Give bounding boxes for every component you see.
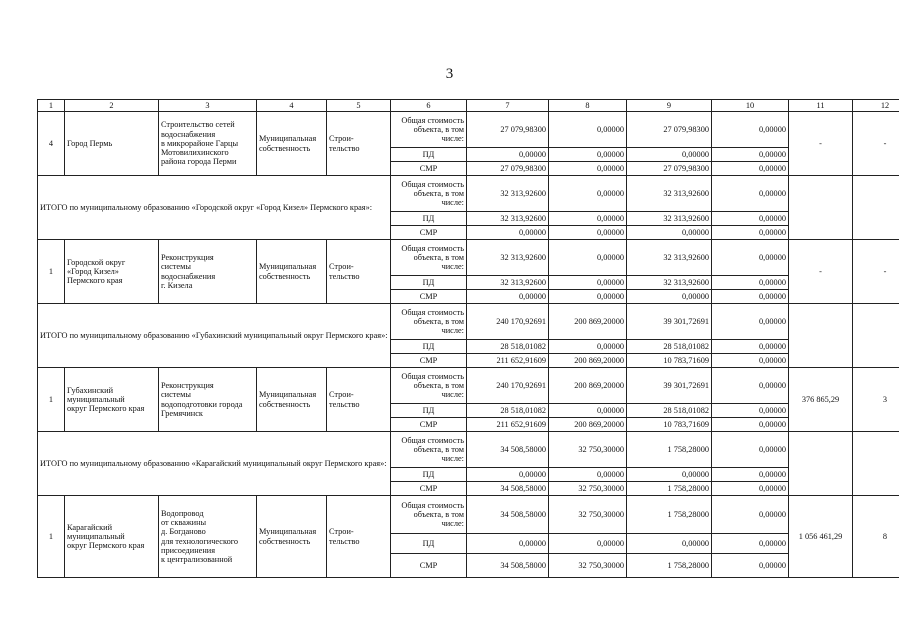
total-value: 32 313,92600: [627, 240, 712, 276]
smr-value: 0,00000: [712, 554, 789, 578]
smr-value: 27 079,98300: [627, 162, 712, 176]
total-value: 32 313,92600: [467, 176, 549, 212]
total-value: 0,00000: [712, 432, 789, 468]
smr-value: 0,00000: [712, 290, 789, 304]
pd-value: 32 313,92600: [627, 212, 712, 226]
itogo-row: [38, 176, 899, 212]
pd-value: 0,00000: [627, 534, 712, 554]
total-value: 0,00000: [712, 304, 789, 340]
itogo-title: ИТОГО по муниципальному образованию «Карагайский муниципальный округ Пермского края»:: [38, 432, 391, 496]
pd-value: 0,00000: [712, 340, 789, 354]
total-value: 0,00000: [712, 240, 789, 276]
smr-value: 0,00000: [712, 226, 789, 240]
smr-value: 0,00000: [712, 418, 789, 432]
work-type-cell: Строи- тельство: [327, 368, 391, 432]
pd-value: 0,00000: [712, 468, 789, 482]
column-12-value: -: [853, 112, 899, 176]
pd-label: ПД: [391, 276, 467, 290]
smr-label: СМР: [391, 162, 467, 176]
column-12-value: -: [853, 240, 899, 304]
row-number: 1: [38, 240, 65, 304]
total-value: 39 301,72691: [627, 304, 712, 340]
column-number: 2: [65, 100, 159, 112]
smr-value: 10 783,71609: [627, 418, 712, 432]
total-value: 27 079,98300: [467, 112, 549, 148]
pd-label: ПД: [391, 468, 467, 482]
pd-value: 0,00000: [467, 468, 549, 482]
territory-cell: Город Пермь: [65, 112, 159, 176]
column-11-empty: [789, 176, 853, 240]
total-cost-label: Общая стоимость объекта, в том числе:: [391, 304, 467, 340]
total-value: 0,00000: [712, 112, 789, 148]
total-cost-label: Общая стоимость объекта, в том числе:: [391, 496, 467, 534]
pd-label: ПД: [391, 212, 467, 226]
total-value: 32 313,92600: [467, 240, 549, 276]
territory-cell: Губахинский муниципальный округ Пермского края: [65, 368, 159, 432]
pd-label: ПД: [391, 340, 467, 354]
object-row: [38, 112, 899, 148]
pd-value: 0,00000: [549, 212, 627, 226]
smr-value: 1 758,28000: [627, 554, 712, 578]
smr-label: СМР: [391, 418, 467, 432]
total-value: 240 170,92691: [467, 304, 549, 340]
total-value: 0,00000: [712, 176, 789, 212]
pd-value: 0,00000: [549, 468, 627, 482]
column-11-value: -: [789, 240, 853, 304]
pd-value: 28 518,01082: [467, 404, 549, 418]
total-value: 0,00000: [712, 496, 789, 534]
ownership-cell: Муниципальная собственность: [257, 240, 327, 304]
pd-value: 0,00000: [549, 276, 627, 290]
smr-value: 0,00000: [467, 226, 549, 240]
pd-value: 28 518,01082: [627, 404, 712, 418]
object-row: [38, 496, 899, 534]
column-number: 5: [327, 100, 391, 112]
object-row: [38, 240, 899, 276]
pd-value: 32 313,92600: [467, 212, 549, 226]
smr-value: 0,00000: [467, 290, 549, 304]
total-value: 27 079,98300: [627, 112, 712, 148]
column-number: 9: [627, 100, 712, 112]
pd-label: ПД: [391, 148, 467, 162]
pd-value: 0,00000: [549, 148, 627, 162]
pd-value: 28 518,01082: [467, 340, 549, 354]
smr-value: 0,00000: [549, 290, 627, 304]
total-cost-label: Общая стоимость объекта, в том числе:: [391, 432, 467, 468]
smr-label: СМР: [391, 482, 467, 496]
column-12-empty: [853, 304, 899, 368]
total-value: 1 758,28000: [627, 432, 712, 468]
total-cost-label: Общая стоимость объекта, в том числе:: [391, 176, 467, 212]
row-number: 1: [38, 496, 65, 578]
pd-value: 0,00000: [712, 212, 789, 226]
total-cost-label: Общая стоимость объекта, в том числе:: [391, 240, 467, 276]
total-cost-label: Общая стоимость объекта, в том числе:: [391, 368, 467, 404]
column-11-empty: [789, 432, 853, 496]
pd-value: 32 313,92600: [627, 276, 712, 290]
smr-label: СМР: [391, 290, 467, 304]
column-number: 4: [257, 100, 327, 112]
total-cost-label: Общая стоимость объекта, в том числе:: [391, 112, 467, 148]
column-number: 10: [712, 100, 789, 112]
ownership-cell: Муниципальная собственность: [257, 496, 327, 578]
column-number: 6: [391, 100, 467, 112]
column-11-empty: [789, 304, 853, 368]
pd-value: 0,00000: [467, 148, 549, 162]
smr-value: 32 750,30000: [549, 482, 627, 496]
smr-value: 200 869,20000: [549, 418, 627, 432]
object-row: [38, 368, 899, 404]
object-name-cell: Реконструкция системы водоснабжения г. Кизела: [159, 240, 257, 304]
total-value: 0,00000: [549, 240, 627, 276]
total-value: 0,00000: [712, 368, 789, 404]
smr-value: 10 783,71609: [627, 354, 712, 368]
smr-value: 211 652,91609: [467, 418, 549, 432]
total-value: 34 508,58000: [467, 432, 549, 468]
column-number: 12: [853, 100, 899, 112]
itogo-row: [38, 432, 899, 468]
total-value: 34 508,58000: [467, 496, 549, 534]
smr-value: 0,00000: [712, 482, 789, 496]
pd-value: 0,00000: [712, 534, 789, 554]
ownership-cell: Муниципальная собственность: [257, 368, 327, 432]
work-type-cell: Строи- тельство: [327, 112, 391, 176]
smr-value: 200 869,20000: [549, 354, 627, 368]
financing-table: [37, 99, 899, 578]
pd-value: 28 518,01082: [627, 340, 712, 354]
total-value: 39 301,72691: [627, 368, 712, 404]
total-value: 200 869,20000: [549, 304, 627, 340]
column-number-row: [38, 100, 899, 112]
column-11-value: 376 865,29: [789, 368, 853, 432]
total-value: 200 869,20000: [549, 368, 627, 404]
pd-value: 0,00000: [549, 534, 627, 554]
smr-value: 0,00000: [627, 226, 712, 240]
itogo-title: ИТОГО по муниципальному образованию «Губахинский муниципальный округ Пермского края»:: [38, 304, 391, 368]
pd-value: 0,00000: [467, 534, 549, 554]
pd-value: 32 313,92600: [467, 276, 549, 290]
column-12-value: 3: [853, 368, 899, 432]
column-number: 11: [789, 100, 853, 112]
total-value: 32 750,30000: [549, 496, 627, 534]
smr-value: 34 508,58000: [467, 482, 549, 496]
object-name-cell: Водопровод от скважины д. Богданово для технологического присоединения к централизованной: [159, 496, 257, 578]
smr-label: СМР: [391, 354, 467, 368]
smr-value: 0,00000: [549, 162, 627, 176]
smr-value: 211 652,91609: [467, 354, 549, 368]
column-12-empty: [853, 176, 899, 240]
smr-label: СМР: [391, 554, 467, 578]
total-value: 0,00000: [549, 176, 627, 212]
column-11-value: 1 056 461,29: [789, 496, 853, 578]
pd-value: 0,00000: [627, 468, 712, 482]
pd-value: 0,00000: [549, 340, 627, 354]
total-value: 240 170,92691: [467, 368, 549, 404]
pd-value: 0,00000: [712, 404, 789, 418]
row-number: 4: [38, 112, 65, 176]
object-name-cell: Строительство сетей водоснабжения в микрорайоне Гарцы Мотовилихинского района города Перми: [159, 112, 257, 176]
smr-value: 0,00000: [712, 354, 789, 368]
pd-label: ПД: [391, 534, 467, 554]
column-number: 8: [549, 100, 627, 112]
pd-value: 0,00000: [712, 276, 789, 290]
total-value: 1 758,28000: [627, 496, 712, 534]
smr-value: 0,00000: [549, 226, 627, 240]
pd-value: 0,00000: [549, 404, 627, 418]
total-value: 0,00000: [549, 112, 627, 148]
territory-cell: Городской округ «Город Кизел» Пермского края: [65, 240, 159, 304]
smr-value: 1 758,28000: [627, 482, 712, 496]
column-number: 1: [38, 100, 65, 112]
smr-value: 27 079,98300: [467, 162, 549, 176]
column-12-empty: [853, 432, 899, 496]
work-type-cell: Строи- тельство: [327, 496, 391, 578]
territory-cell: Карагайский муниципальный округ Пермского края: [65, 496, 159, 578]
work-type-cell: Строи- тельство: [327, 240, 391, 304]
column-12-value: 8: [853, 496, 899, 578]
pd-label: ПД: [391, 404, 467, 418]
object-name-cell: Реконструкция системы водоподготовки города Гремячинск: [159, 368, 257, 432]
column-number: 3: [159, 100, 257, 112]
ownership-cell: Муниципальная собственность: [257, 112, 327, 176]
smr-value: 34 508,58000: [467, 554, 549, 578]
page-number: 3: [445, 66, 454, 82]
total-value: 32 750,30000: [549, 432, 627, 468]
itogo-row: [38, 304, 899, 340]
smr-value: 0,00000: [627, 290, 712, 304]
pd-value: 0,00000: [627, 148, 712, 162]
smr-value: 0,00000: [712, 162, 789, 176]
smr-label: СМР: [391, 226, 467, 240]
column-11-value: -: [789, 112, 853, 176]
pd-value: 0,00000: [712, 148, 789, 162]
row-number: 1: [38, 368, 65, 432]
smr-value: 32 750,30000: [549, 554, 627, 578]
total-value: 32 313,92600: [627, 176, 712, 212]
itogo-title: ИТОГО по муниципальному образованию «Городской округ «Город Кизел» Пермского края»:: [38, 176, 391, 240]
column-number: 7: [467, 100, 549, 112]
